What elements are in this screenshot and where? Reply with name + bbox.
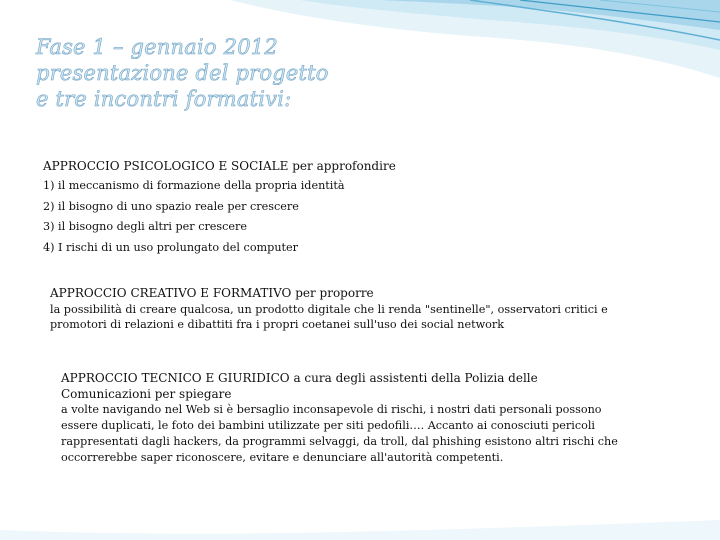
section-heading: APPROCCIO PSICOLOGICO E SOCIALE per approfondire	[43, 159, 396, 173]
section-heading: APPROCCIO CREATIVO E FORMATIVO per proporre	[50, 286, 374, 300]
body-line: a volte navigando nel Web si è bersaglio inconsapevole di rischi, i nostri dati personali possono	[61, 403, 602, 416]
section-psicologico	[43, 156, 603, 258]
list-item: 2) il bisogno di uno spazio reale per crescere	[43, 199, 299, 213]
list-item: 4) I rischi di un uso prolungato del computer	[43, 240, 298, 254]
section-heading: Comunicazioni per spiegare	[61, 387, 232, 401]
title-line: e tre incontri formativi:	[36, 87, 292, 111]
list-item: 1) il meccanismo di formazione della propria identità	[43, 179, 345, 193]
body-line: essere duplicati, le foto dei bambini utilizzate per siti pedofili…. Accanto ai conosciuti pericoli	[61, 419, 596, 432]
title-line: Fase 1 – gennaio 2012	[36, 35, 278, 59]
section-heading: APPROCCIO TECNICO E GIURIDICO a cura degli assistenti della Polizia delle	[61, 371, 538, 385]
list-item: 3) il bisogno degli altri per crescere	[43, 220, 248, 234]
body-line: la possibilità di creare qualcosa, un prodotto digitale che li renda "sentinelle", osservatori critici e	[50, 302, 608, 316]
section-tecnico	[61, 370, 661, 466]
section-creativo	[50, 286, 660, 333]
decorative-wave-bottom	[0, 490, 720, 540]
body-line: rappresentati dagli hackers, da programmi selvaggi, da troll, dal phishing esistono altri rischi che	[61, 435, 618, 448]
body-line: occorrerebbe saper riconoscere, evitare e denunciare all'autorità competenti.	[61, 451, 504, 464]
title-line: presentazione del progetto	[36, 61, 329, 85]
slide-title	[36, 34, 436, 112]
body-line: promotori di relazioni e dibattiti fra i propri coetanei sull'uso dei social network	[50, 318, 505, 331]
